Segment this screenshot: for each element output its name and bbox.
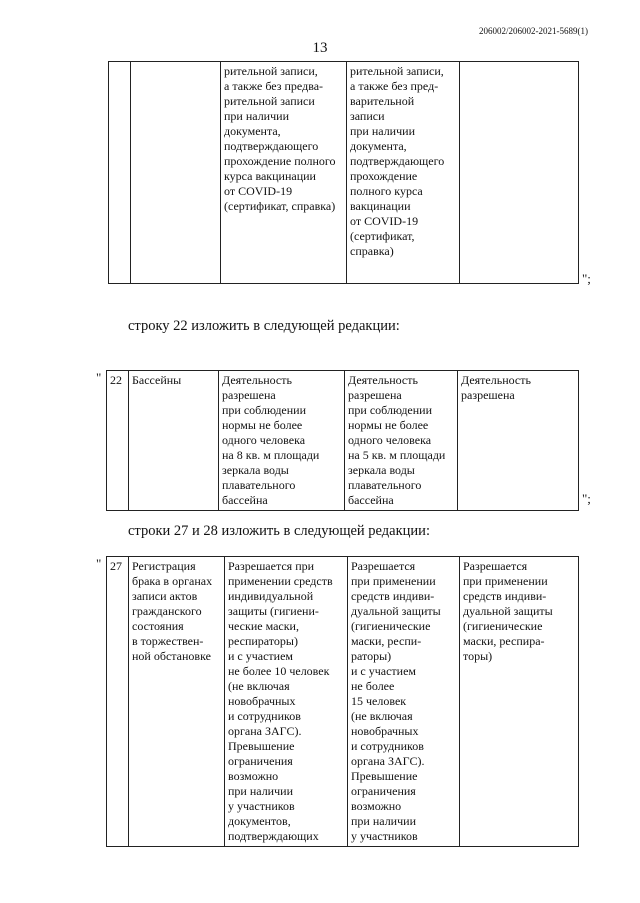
table-row (109, 62, 579, 284)
table-cell-col4: Разрешается при применении средств индиви- дуальной защиты (гигиенические маски, респи- раторы) и с участием не более 15 человек (не включая новобрачных и сотрудников органа ЗАГС). Превышение ограничения возможно при наличии у участников (348, 557, 460, 847)
table-cell-name: Регистрация брака в органах записи актов гражданского состояния в торжествен- ной обстановке (129, 557, 225, 847)
table-row-22 (106, 370, 579, 511)
opening-quote-3: " (96, 556, 102, 571)
table-row-27 (106, 556, 579, 847)
closing-quote-2: "; (582, 491, 591, 506)
table-cell-col3: рительной записи, а также без предва- рительной записи при наличии документа, подтверждающего прохождение полного курса вакцинации от COVID-19 (сертификат, справка) (221, 62, 347, 284)
instruction-line-22: строку 22 изложить в следующей редакции: (128, 318, 400, 334)
table-cell-col4: Деятельность разрешена при соблюдении нормы не более одного человека на 5 кв. м площади зеркала воды плавательного бассейна (345, 371, 458, 511)
table-cell-col5 (460, 62, 579, 284)
table-row (107, 557, 579, 847)
table-cell-col3: Деятельность разрешена при соблюдении нормы не более одного человека на 8 кв. м площади зеркала воды плавательного бассейна (219, 371, 345, 511)
document-id: 206002/206002-2021-5689(1) (479, 26, 588, 36)
table-cell-col5: Разрешается при применении средств индиви- дуальной защиты (гигиенические маски, респира- торы) (460, 557, 579, 847)
table-row (107, 371, 579, 511)
instruction-line-27-28: строки 27 и 28 изложить в следующей редакции: (128, 523, 430, 539)
page-number: 13 (312, 40, 328, 56)
table-cell-name: Бассейны (129, 371, 219, 511)
closing-quote-1: "; (582, 271, 591, 286)
table-cell-name (131, 62, 221, 284)
table-cell-col4: рительной записи, а также без пред- варительной записи при наличии документа, подтверждающего прохождение полного курса вакцинации от COVID-19 (сертификат, справка) (347, 62, 460, 284)
table-cell-col3: Разрешается при применении средств индивидуальной защиты (гигиени- ческие маски, респираторы) и с участием не более 10 человек (не включая новобрачных и сотрудников органа ЗАГС). Превышение ограничения возможно при наличии у участников документов, подтверждающих (225, 557, 348, 847)
table-continued (108, 61, 579, 284)
table-cell-number (109, 62, 131, 284)
opening-quote-2: " (96, 370, 102, 385)
table-cell-col5: Деятельность разрешена (458, 371, 579, 511)
table-cell-number: 22 (107, 371, 129, 511)
table-cell-number: 27 (107, 557, 129, 847)
